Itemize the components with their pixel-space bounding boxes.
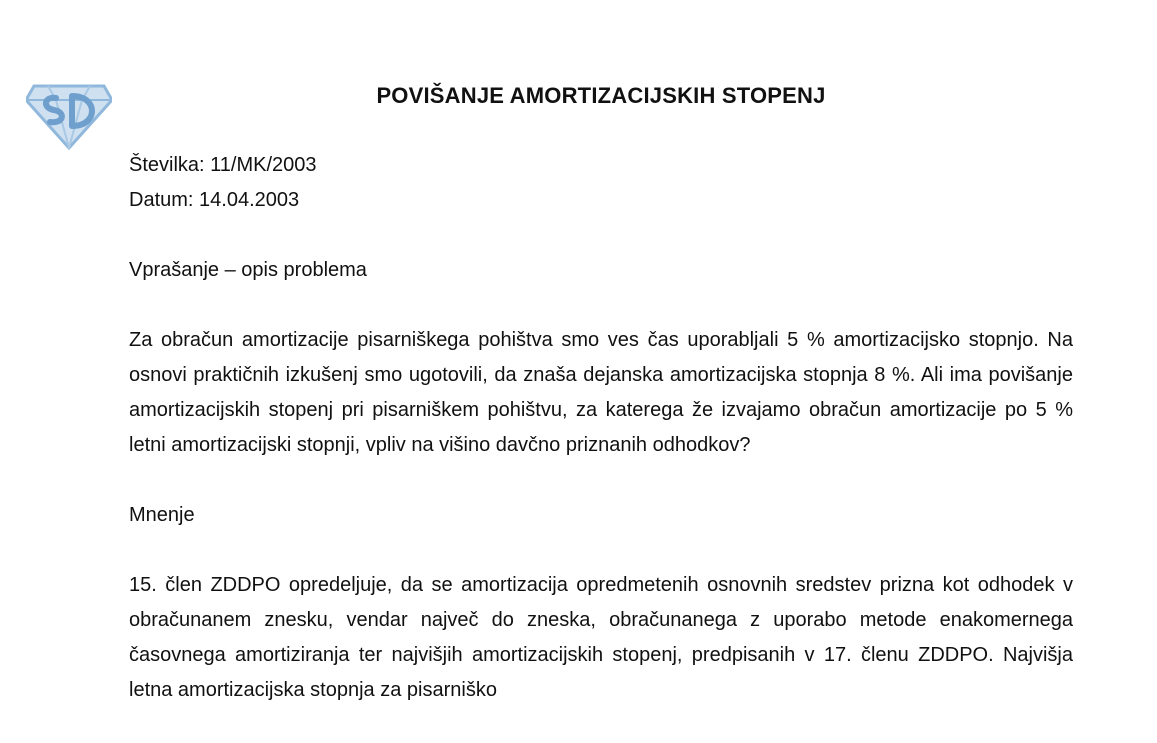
opinion-heading: Mnenje [129, 504, 195, 526]
document-number: Številka: 11/MK/2003 [129, 154, 317, 176]
spacer [129, 463, 1073, 498]
spacer [129, 288, 1073, 323]
opinion-paragraph: 15. člen ZDDPO opredeljuje, da se amortizacija opredmetenih osnovnih sredstev prizna kot odhodek v obračunanem znesku, vendar največ do zneska, obračunanega z uporabo metode enakomernega časovnega amortiziranja ter najvišjih amortizacijskih stopenj, predpisanih v 17. členu ZDDPO. Najvišja letna amortizacijska stopnja za pisarniško [129, 574, 1073, 701]
document-title: POVIŠANJE AMORTIZACIJSKIH STOPENJ [376, 83, 826, 108]
spacer [129, 218, 1073, 253]
document-body [129, 148, 1073, 708]
document-date: Datum: 14.04.2003 [129, 189, 300, 211]
question-heading: Vprašanje – opis problema [129, 259, 367, 281]
question-paragraph: Za obračun amortizacije pisarniškega pohištva smo ves čas uporabljali 5 % amortizacijsko stopnjo. Na osnovi praktičnih izkušenj smo ugotovili, da znaša dejanska amortizacijska stopnja 8 %. Ali ima povišanje amortizacijskih stopenj pri pisarniškem pohištvu, za katerega že izvajamo obračun amortizacije po 5 % letni amortizacijski stopnji, vpliv na višino davčno priznanih odhodkov? [129, 329, 1073, 456]
spacer [129, 533, 1073, 568]
